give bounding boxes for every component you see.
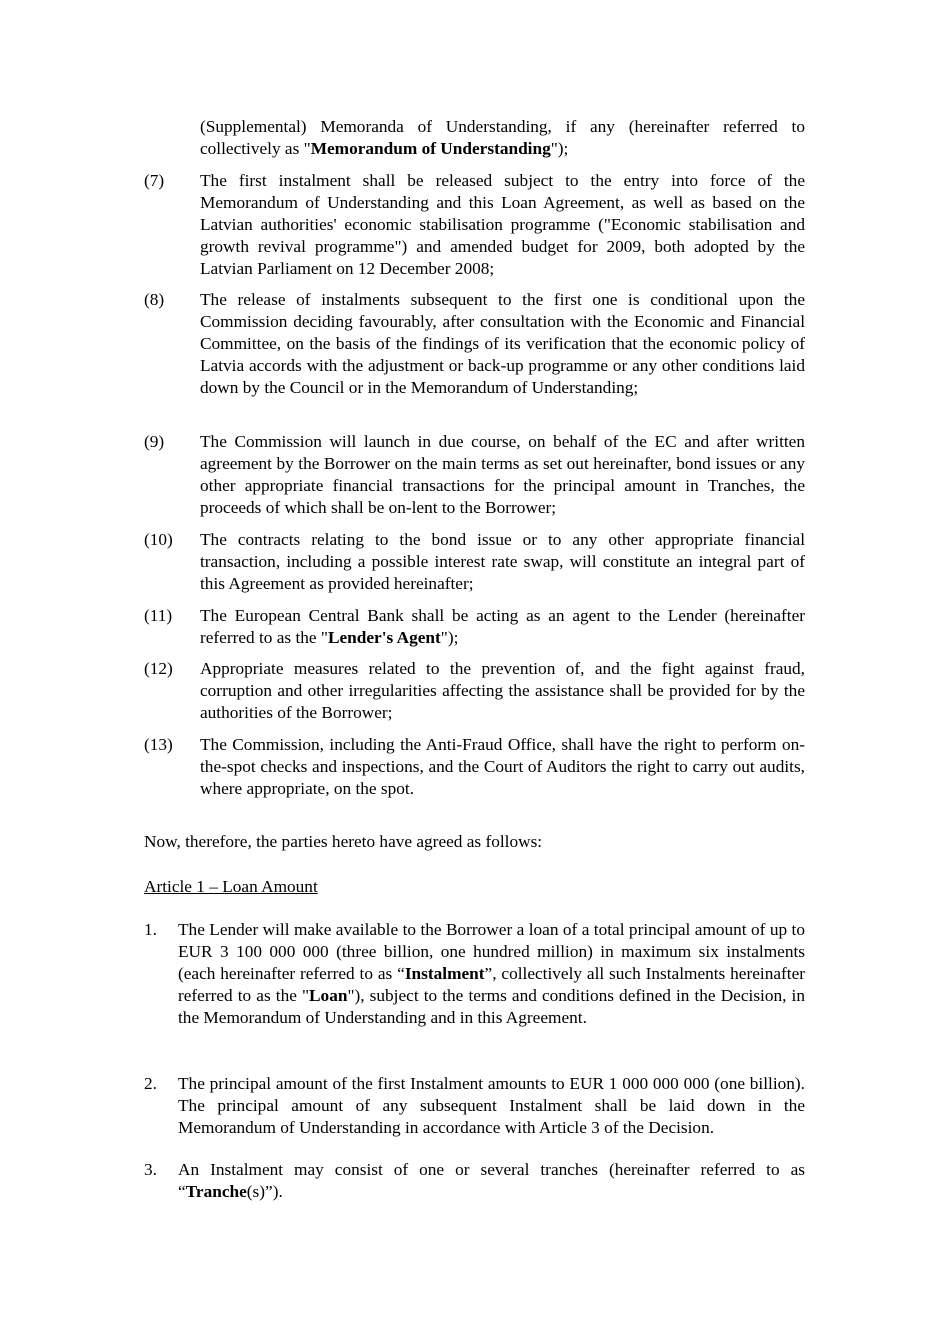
recital-continuation <box>200 116 805 160</box>
article-item-text-a: The Lender will make available to the Borrower a loan of a total principal amount of up to EUR 3 100 000 000 (three billion, one hundred million) in maximum six instalments (each hereinafter referred to as “ <box>178 920 805 983</box>
article-item-number: 3. <box>144 1160 157 1179</box>
article-item-number: 2. <box>144 1074 157 1093</box>
recital-number: (12) <box>144 659 173 678</box>
recital-number: (11) <box>144 606 173 625</box>
recital-text-a: The European Central Bank shall be acting as an agent to the Lender (hereinafter referred to as the " <box>200 606 805 647</box>
recital-text <box>200 605 805 649</box>
recital-text: The Commission, including the Anti-Fraud Office, shall have the right to perform on-the-spot checks and inspections, and the Court of Auditors the right to carry out audits, where appropriate, on the spot. <box>200 735 805 798</box>
article-item-text-b: ”, collectively all such Instalments hereinafter referred to as the " <box>178 964 805 1005</box>
recital-text: The Commission will launch in due course, on behalf of the EC and after written agreement by the Borrower on the main terms as set out hereinafter, bond issues or any other appropriate financial transactions for the principal amount in Tranches, the proceeds of which shall be on-lent to the Borrower; <box>200 432 805 517</box>
article-heading: Article 1 – Loan Amount <box>144 877 318 896</box>
article-item-text <box>178 919 805 1029</box>
recital-continuation-text-b: "); <box>550 139 569 158</box>
article-item-text <box>178 1159 805 1203</box>
term-instalment: Instalment <box>404 964 485 983</box>
article-item-text-b: (s)”). <box>246 1182 283 1201</box>
article-item-text-c: "), subject to the terms and conditions defined in the Decision, in the Memorandum of Understanding and in this Agreement. <box>178 986 805 1027</box>
recital-continuation-text-a: (Supplemental) Memoranda of Understanding, if any (hereinafter referred to collectively as " <box>200 117 805 158</box>
recital-text: Appropriate measures related to the prevention of, and the fight against fraud, corruption and other irregularities affecting the assistance shall be provided for by the authorities of the Borrower; <box>200 659 805 722</box>
recital-text: The first instalment shall be released subject to the entry into force of the Memorandum of Understanding and this Loan Agreement, as well as based on the Latvian authorities' economic stabilisation programme ("Economic stabilisation and growth revival programme") and amended budget for 2009, both adopted by the Latvian Parliament on 12 December 2008; <box>200 171 805 278</box>
article-item-text-a: An Instalment may consist of one or several tranches (hereinafter referred to as “ <box>178 1160 805 1201</box>
term-lenders-agent: Lender's Agent <box>327 628 441 647</box>
recital-number: (10) <box>144 530 173 549</box>
recital-text: The contracts relating to the bond issue or to any other appropriate financial transaction, including a possible interest rate swap, will constitute an integral part of this Agreement as provided hereinafter; <box>200 530 805 593</box>
recital-text: The release of instalments subsequent to the first one is conditional upon the Commission deciding favourably, after consultation with the Economic and Financial Committee, on the basis of the findings of its verification that the economic policy of Latvia accords with the adjustment or back-up programme or any other conditions laid down by the Council or in the Memorandum of Understanding; <box>200 290 805 397</box>
recital-number: (7) <box>144 171 165 190</box>
recital-number: (13) <box>144 735 173 754</box>
article-item-number: 1. <box>144 920 157 939</box>
term-memorandum-of-understanding: Memorandum of Understanding <box>310 139 551 158</box>
recital-number: (8) <box>144 290 165 309</box>
recital-text-b: "); <box>440 628 459 647</box>
term-tranche: Tranche <box>185 1182 247 1201</box>
article-item-text: The principal amount of the first Instalment amounts to EUR 1 000 000 000 (one billion). The principal amount of any subsequent Instalment shall be laid down in the Memorandum of Understanding in accordance with Article 3 of the Decision. <box>178 1074 805 1137</box>
term-loan: Loan <box>309 986 348 1005</box>
recital-number: (9) <box>144 432 165 451</box>
agreement-statement: Now, therefore, the parties hereto have agreed as follows: <box>144 832 543 851</box>
